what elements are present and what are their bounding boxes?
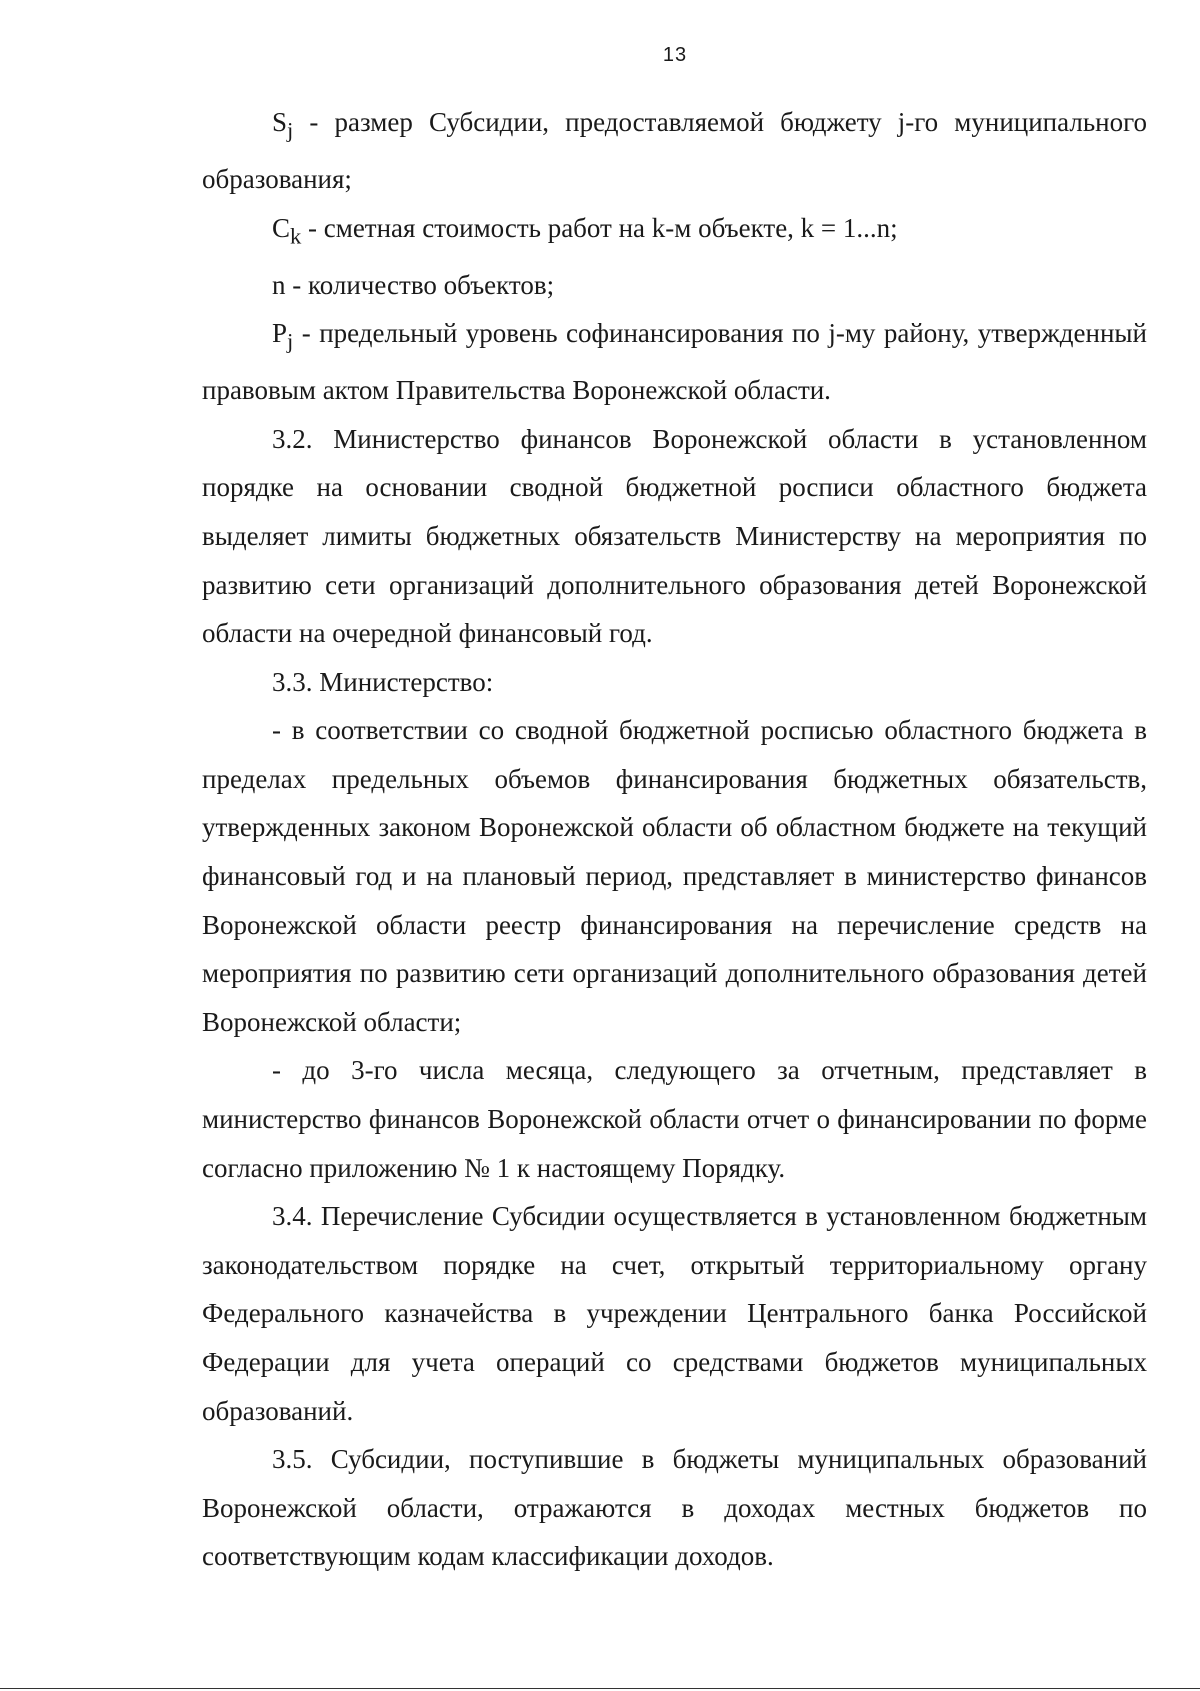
definition-text: - предельный уровень софинансирования по j-му району, утвержденный правовым актом Правительства Воронежской области.	[202, 318, 1147, 406]
paragraph-3-3-item-1: - в соответствии со сводной бюджетной росписью областного бюджета в пределах предельных объемов финансирования бюджетных обязательств, утвержденных законом Воронежской области об областном бюджете на текущий финансовый год и на плановый период, представляет в министерство финансов Воронежской области реестр финансирования на перечисление средств на мероприятия по развитию сети организаций дополнительного образования детей Воронежской области;	[202, 715, 1147, 1037]
document-body	[202, 98, 1147, 1581]
definition-text: - размер Субсидии, предоставляемой бюджету j-го муниципального образования;	[202, 107, 1147, 194]
variable-symbol: S	[272, 107, 288, 137]
definition-n	[202, 261, 1147, 310]
paragraph-3-3: 3.3. Министерство:	[272, 666, 494, 697]
paragraph-3-2: 3.2. Министерство финансов Воронежской области в установленном порядке на основании сводной бюджетной росписи областного бюджета выделяет лимиты бюджетных обязательств Министерству на мероприятия по развитию сети организаций дополнительного образования детей Воронежской области на очередной финансовый год.	[202, 423, 1147, 649]
definition-s	[202, 98, 1147, 204]
page-number: 13	[662, 44, 688, 66]
definition-p	[202, 309, 1147, 415]
variable-subscript: j	[287, 328, 294, 354]
variable-symbol: P	[272, 318, 288, 349]
variable-c	[272, 212, 302, 248]
bottom-rule	[0, 1688, 1200, 1689]
variable-s	[272, 107, 294, 143]
variable-subscript: k	[290, 222, 302, 248]
definition-text: - сметная стоимость работ на k-м объекте, k = 1...n;	[301, 212, 898, 243]
paragraph-3-3-item-2: - до 3-го числа месяца, следующего за отчетным, представляет в министерство финансов Воронежской области отчет о финансировании по форме согласно приложению № 1 к настоящему Порядку.	[202, 1055, 1147, 1183]
variable-subscript: j	[287, 117, 294, 143]
definition-c	[202, 204, 1147, 261]
paragraph-3-5: 3.5. Субсидии, поступившие в бюджеты муниципальных образований Воронежской области, отражаются в доходах местных бюджетов по соответствующим кодам классификации доходов.	[202, 1444, 1147, 1572]
variable-symbol: C	[272, 212, 291, 243]
definition-text: n - количество объектов;	[272, 269, 555, 300]
paragraph-3-4: 3.4. Перечисление Субсидии осуществляется в установленном бюджетным законодательством порядке на счет, открытый территориальному органу Федерального казначейства в учреждении Центрального банка Российской Федерации для учета операций со средствами бюджетов муниципальных образований.	[202, 1201, 1147, 1426]
variable-p	[272, 318, 294, 354]
